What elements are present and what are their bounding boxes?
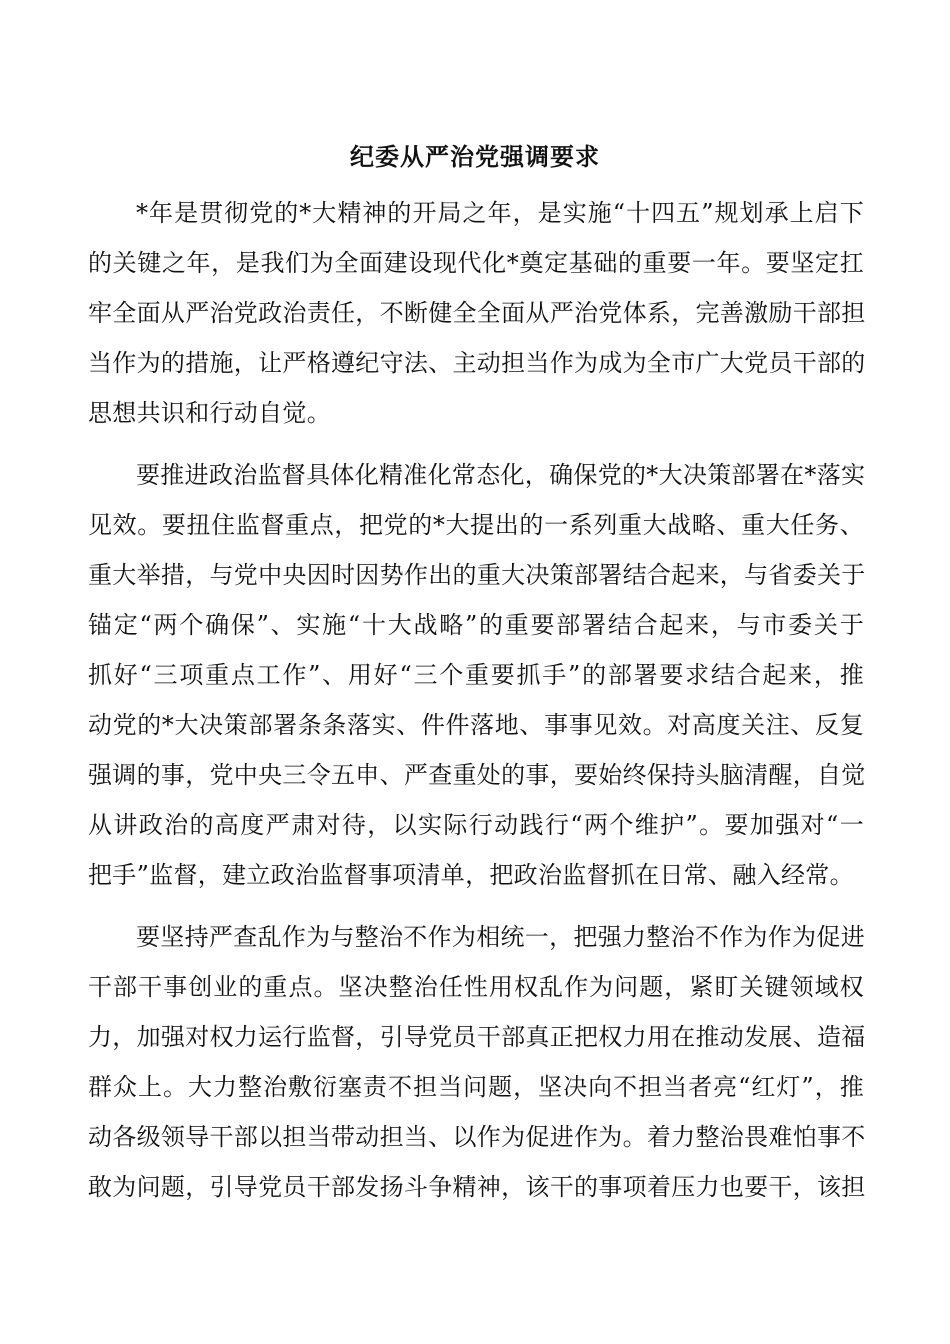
paragraph-line: 动各级领导干部以担当带动担当、以作为促进作为。着力整治畏难怕事不	[88, 1123, 866, 1151]
paragraph-line: 见效。要扭住监督重点，把党的*大提出的一系列重大战略、重大任务、	[88, 511, 864, 539]
paragraph-line: 重大举措，与党中央因时因势作出的重大决策部署结合起来，与省委关于	[88, 561, 866, 589]
paragraph-line: 锚定“两个确保”、实施“十大战略”的重要部署结合起来，与市委关于	[88, 611, 864, 639]
paragraph-line: 敢为问题，引导党员干部发扬斗争精神，该干的事项着压力也要干，该担	[88, 1173, 866, 1201]
paragraph-line: 强调的事，党中央三令五申、严查重处的事，要始终保持头脑清醒，自觉	[88, 761, 866, 789]
paragraph-1	[88, 188, 864, 438]
paragraph-line: 动党的*大决策部署条条落实、件件落地、事事见效。对高度关注、反复	[88, 711, 864, 739]
paragraph-line: 干部干事创业的重点。坚决整治任性用权乱作为问题，紧盯关键领域权	[88, 973, 864, 1001]
paragraph-line: 要坚持严查乱作为与整治不作为相统一，把强力整治不作为作为促进	[136, 923, 865, 951]
paragraph-line: 把手”监督，建立政治监督事项清单，把政治监督抓在日常、融入经常。	[88, 861, 854, 889]
document-body	[88, 188, 864, 1224]
paragraph-line: 牢全面从严治党政治责任，不断健全全面从严治党体系，完善激励干部担	[88, 299, 866, 327]
paragraph-line: 当作为的措施，让严格遵纪守法、主动担当作为成为全市广大党员干部的	[88, 349, 866, 377]
paragraph-line: *年是贯彻党的*大精神的开局之年，是实施“十四五”规划承上启下	[136, 199, 864, 227]
document-title: 纪委从严治党强调要求	[350, 142, 600, 171]
paragraph-line: 抓好“三项重点工作”、用好“三个重要抓手”的部署要求结合起来，推	[88, 661, 864, 689]
paragraph-3	[88, 912, 864, 1212]
paragraph-line: 群众上。大力整治敷衍塞责不担当问题，坚决向不担当者亮“红灯”，推	[88, 1073, 864, 1101]
paragraph-2	[88, 450, 864, 900]
paragraph-line: 的关键之年，是我们为全面建设现代化*奠定基础的重要一年。要坚定扛	[88, 249, 864, 277]
paragraph-line: 思想共识和行动自觉。	[88, 399, 331, 427]
paragraph-line: 要推进政治监督具体化精准化常态化，确保党的*大决策部署在*落实	[136, 461, 866, 489]
paragraph-line: 力，加强对权力运行监督，引导党员干部真正把权力用在推动发展、造福	[88, 1023, 866, 1051]
paragraph-line: 从讲政治的高度严肃对待，以实际行动践行“两个维护”。要加强对“一	[88, 811, 864, 839]
